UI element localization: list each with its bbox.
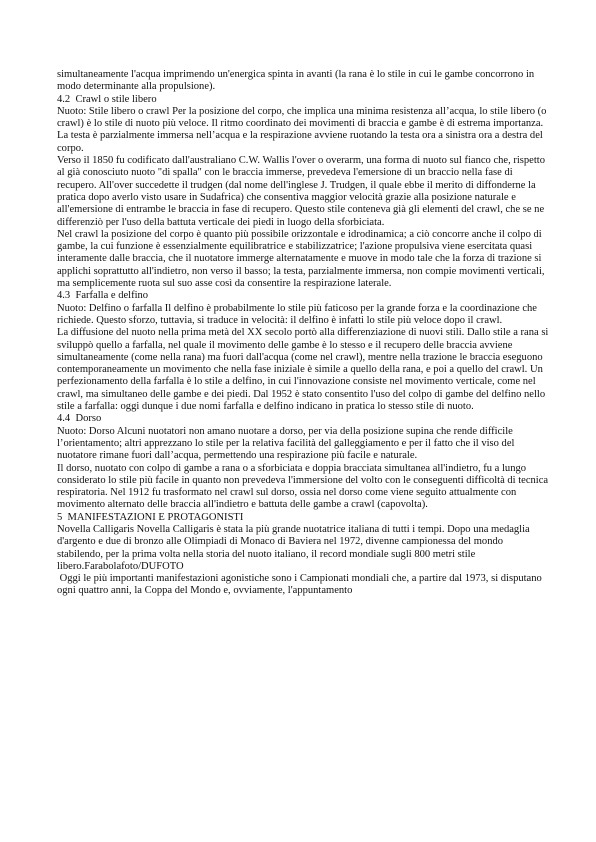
document-page	[57, 69, 549, 598]
paragraph-dorso-intro: Nuoto: Dorso Alcuni nuotatori non amano nuotare a dorso, per via della posizione supina che rende difficile l’orientamento; altri apprezzano lo stile per la relativa facilità del galleggiamento e per il fatto che il viso del nuotatore rimane fuori dall’acqua, permettendo una respirazione più facile e naturale.	[57, 425, 515, 462]
paragraph-farfalla-history: La diffusione del nuoto nella prima metà del XX secolo portò alla differenziazione di nuovi stili. Dallo stile a rana si sviluppò quello a farfalla, nel quale il movimento delle gambe è lo stesso e il recupero delle braccia avviene simultaneamente (come nella rana) ma fuori dall'acqua (come nel crawl), mentre nella trazione le braccia eseguono contemporaneamente un movimento che nella fase iniziale è simile a quello della rana, e poi a quello del crawl. Un perfezionamento della farfalla è lo stile a delfino, in cui l'innovazione consiste nel movimento verticale, come nel crawl, ma simultaneo delle gambe e dei piedi. Dal 1952 è stato consentito l'uso del colpo di gambe del delfino nello stile a farfalla: oggi dunque i due nomi farfalla e delfino indicano in pratica lo stesso stile di nuoto.	[57, 327, 549, 413]
heading-manifestazioni: 5 MANIFESTAZIONI E PROTAGONISTI	[57, 511, 244, 523]
paragraph-calligaris: Novella Calligaris Novella Calligaris è stata la più grande nuotatrice italiana di tutti i tempi. Dopo una medaglia d'argento e due di bronzo alle Olimpiadi di Monaco di Baviera nel 1972, divenne campionessa del mondo stabilendo, per la prima volta nella storia del nuoto italiano, il record mondiale sugli 800 metri stile libero.Farabolafoto/DUFOTO	[57, 523, 530, 572]
heading-farfalla: 4.3 Farfalla e delfino	[57, 290, 149, 302]
paragraph-rana-continuation: simultaneamente l'acqua imprimendo un'energica spinta in avanti (la rana è lo stile in cui le gambe concorrono in modo determinante alla propulsione).	[57, 69, 535, 93]
heading-crawl: 4.2 Crawl o stile libero	[57, 93, 157, 105]
paragraph-crawl-technique: Nel crawl la posizione del corpo è quanto più possibile orizzontale e idrodinamica; a ciò concorre anche il colpo di gambe, la cui funzione è essenzialmente equilibratrice e stabilizzatrice; l'azione propulsiva viene esercitata quasi interamente dalle braccia, che il nuotatore immerge alternatamente e muove in modo tale che la forza di trazione si applichi soprattutto all'indietro, non verso il basso; la testa, parzialmente immersa, non compie movimenti verticali, ma semplicemente ruota sul suo asse così da consentire la respirazione laterale.	[57, 228, 545, 290]
paragraph-delfino-intro: Nuoto: Delfino o farfalla Il delfino è probabilmente lo stile più faticoso per la grande forza e la coordinazione che richiede. Questo sforzo, tuttavia, si traduce in velocità: il delfino è infatti lo stile più veloce dopo il crawl.	[57, 302, 537, 326]
heading-dorso: 4.4 Dorso	[57, 413, 102, 425]
paragraph-dorso-history: Il dorso, nuotato con colpo di gambe a rana o a sforbiciata e doppia bracciata simultanea all'indietro, fu a lungo considerato lo stile più facile in quanto non prevedeva l'immersione del volto con le conseguenti difficoltà di tecnica respiratoria. Nel 1912 fu trasformato nel crawl sul dorso, ossia nel dorso come viene seguito attualmente con movimento alternato delle braccia all'indietro e battuta delle gambe a crawl (capovolta).	[57, 462, 549, 511]
paragraph-crawl-intro: Nuoto: Stile libero o crawl Per la posizione del corpo, che implica una minima resistenza all’acqua, lo stile libero (o crawl) è lo stile di nuoto più veloce. Il ritmo coordinato dei movimenti di braccia e gambe è di estrema importanza. La testa è parzialmente immersa nell’acqua e la respirazione avviene ruotando la testa ora a sinistra ora a destra del corpo.	[57, 105, 547, 154]
paragraph-crawl-history: Verso il 1850 fu codificato dall'australiano C.W. Wallis l'over o overarm, una forma di nuoto sul fianco che, rispetto al già conosciuto nuoto "di spalla" con le braccia immerse, prevedeva l'emersione di un braccio nella fase di recupero. All'over succedette il trudgen (dal nome dell'inglese J. Trudgen, il quale ebbe il merito di diffonderne la pratica dopo averlo visto usare in Sudafrica) che consentiva maggior velocità grazie alla posizione naturale e all'emersione di entrambe le braccia in fase di recupero. Questo stile conteneva già gli elementi del crawl, che se ne differenziò per l'uso della battuta verticale dei piedi in luogo della sforbiciata.	[57, 155, 545, 228]
paragraph-manifestazioni: Oggi le più importanti manifestazioni agonistiche sono i Campionati mondiali che, a partire dal 1973, si disputano ogni quattro anni, la Coppa del Mondo e, ovviamente, l'appuntamento	[57, 573, 545, 597]
